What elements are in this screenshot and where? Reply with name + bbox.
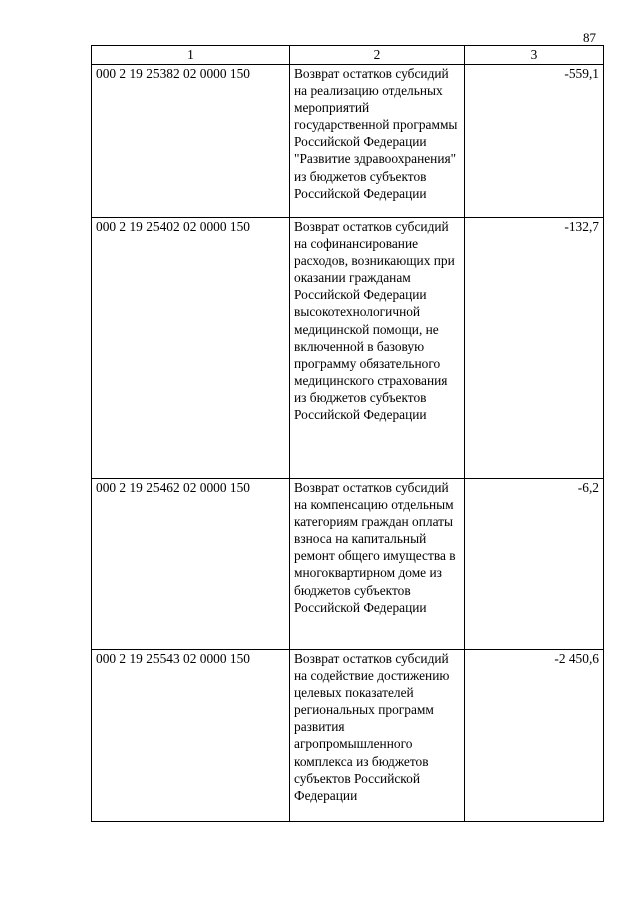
amount-cell: -6,2 <box>465 479 604 650</box>
description-cell: Возврат остатков субсидий на компенсацию отдельным категориям граждан оплаты взноса на капитальный ремонт общего имущества в многоквартирном доме из бюджетов субъектов Российской Федерации <box>290 479 465 650</box>
amount-cell: -2 450,6 <box>465 650 604 822</box>
budget-table <box>91 45 604 822</box>
amount-cell: -559,1 <box>465 65 604 218</box>
column-header-1: 1 <box>92 46 290 65</box>
description-cell: Возврат остатков субсидий на содействие достижению целевых показателей региональных программ развития агропромышленного комплекса из бюджетов субъектов Российской Федерации <box>290 650 465 822</box>
table-row <box>92 479 604 650</box>
budget-code-cell: 000 2 19 25462 02 0000 150 <box>92 479 290 650</box>
column-header-2: 2 <box>290 46 465 65</box>
budget-code-cell: 000 2 19 25543 02 0000 150 <box>92 650 290 822</box>
amount-cell: -132,7 <box>465 218 604 479</box>
table-header-row <box>92 46 604 65</box>
description-cell: Возврат остатков субсидий на софинансирование расходов, возникающих при оказании гражданам Российской Федерации высокотехнологичной медицинской помощи, не включенной в базовую программу обязательного медицинского страхования из бюджетов субъектов Российской Федерации <box>290 218 465 479</box>
budget-code-cell: 000 2 19 25402 02 0000 150 <box>92 218 290 479</box>
table-row <box>92 218 604 479</box>
table-row <box>92 65 604 218</box>
description-cell: Возврат остатков субсидий на реализацию отдельных мероприятий государственной программы Российской Федерации "Развитие здравоохранения" из бюджетов субъектов Российской Федерации <box>290 65 465 218</box>
page-number: 87 <box>583 30 596 45</box>
table-row <box>92 650 604 822</box>
budget-code-cell: 000 2 19 25382 02 0000 150 <box>92 65 290 218</box>
column-header-3: 3 <box>465 46 604 65</box>
